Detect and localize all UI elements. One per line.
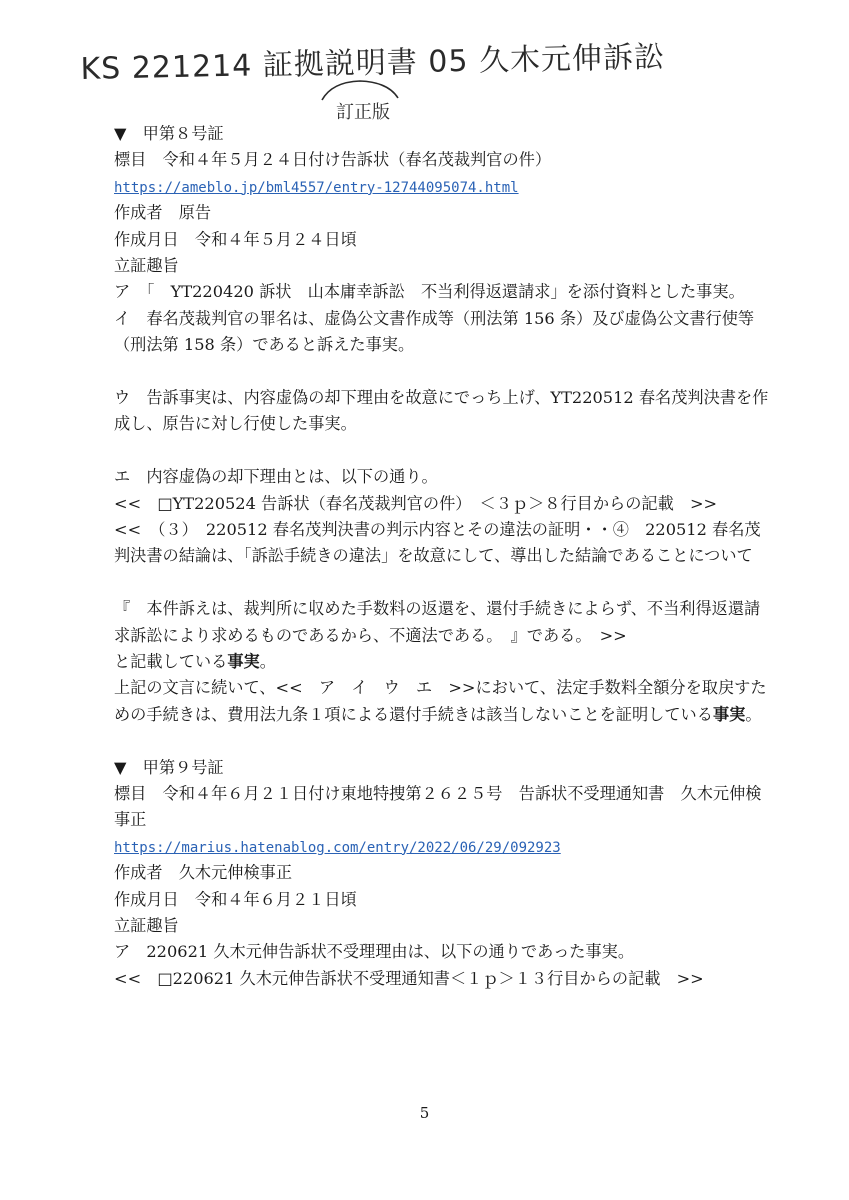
continuation-fact: 事実 — [712, 704, 746, 724]
exhibit-8-quote-3-tail — [114, 649, 774, 675]
exhibit-9-title: 標目 令和４年６月２１日付け東地特捜第２６２５号 告訴状不受理通知書 久木元伸検事正 — [114, 783, 762, 830]
exhibit-8-continuation — [114, 675, 774, 728]
exhibit-8-item-u: ウ 告訴事実は、内容虚偽の却下理由を故意にでっち上げ、YT220512 春名茂判決書を作成し、原告に対し行使した事実。 — [114, 387, 769, 434]
exhibit-8-item-a: ア 「 YT220420 訴状 山本庸幸訴訟 不当利得返還請求」を添付資料とした事実。 — [114, 282, 745, 302]
exhibit-8-date: 作成月日 令和４年５月２４日頃 — [114, 229, 357, 249]
handwritten-header: KS 221214 証拠説明書 05 久木元伸訴訟 — [80, 39, 666, 87]
exhibit-9-item-a: ア 220621 久木元伸告訴状不受理理由は、以下の通りであった事実。 — [114, 942, 635, 962]
exhibit-8-item-i: イ 春名茂裁判官の罪名は、虚偽公文書作成等（刑法第 156 条）及び虚偽公文書行使等（刑法第 158 条）であると訴えた事実。 — [114, 308, 755, 355]
continuation-text: 上記の文言に続いて、<< ア イ ウ エ >>において、法定手数料全額分を取戻すための手続きは、費用法九条１項による還付手続きは該当しないことを証明している — [114, 678, 767, 724]
handwritten-subnote: 訂正版 — [336, 102, 390, 123]
document-body — [114, 121, 774, 992]
tail-text: と記載している — [114, 651, 228, 671]
exhibit-9-url[interactable]: https://marius.hatenablog.com/entry/2022/06/29/092923 — [114, 839, 561, 856]
exhibit-8-quote-1: << □YT220524 告訴状（春名茂裁判官の件） ＜３ｐ＞８行目からの記載 >> — [114, 493, 718, 513]
exhibit-8-purpose-label: 立証趣旨 — [114, 255, 179, 275]
exhibit-9-quote-1: << □220621 久木元伸告訴状不受理通知書＜１ｐ＞１３行目からの記載 >> — [114, 968, 704, 988]
exhibit-8-title: 標目 令和４年５月２４日付け告訴状（春名茂裁判官の件） — [114, 150, 552, 170]
exhibit-9-purpose-label: 立証趣旨 — [114, 915, 179, 935]
exhibit-8-author: 作成者 原告 — [114, 203, 212, 223]
exhibit-8-heading: ▼ 甲第８号証 — [114, 124, 224, 143]
continuation-period: 。 — [745, 704, 762, 724]
exhibit-9-author: 作成者 久木元伸検事正 — [114, 863, 293, 883]
tail-fact: 事実 — [227, 651, 260, 671]
exhibit-8-item-e: エ 内容虚偽の却下理由とは、以下の通り。 — [114, 467, 438, 487]
exhibit-9-date: 作成月日 令和４年６月２１日頃 — [114, 889, 357, 909]
exhibit-8-quote-3: 『 本件訴えは、裁判所に収めた手数料の返還を、還付手続きによらず、不当利得返還請求訴訟により求めるものであるから、不適法である。 』である。 >> — [114, 599, 761, 645]
page-number: 5 — [419, 1104, 430, 1122]
exhibit-8-quote-2: << （３） 220512 春名茂判決書の判示内容とその違法の証明・・④ 220512 春名茂判決書の結論は、「訴訟手続きの違法」を故意にして、導出した結論であることについて — [114, 519, 761, 566]
exhibit-9-heading: ▼ 甲第９号証 — [114, 757, 224, 777]
tail-period: 。 — [259, 651, 276, 671]
exhibit-8-url[interactable]: https://ameblo.jp/bml4557/entry-12744095074.html — [114, 179, 519, 196]
